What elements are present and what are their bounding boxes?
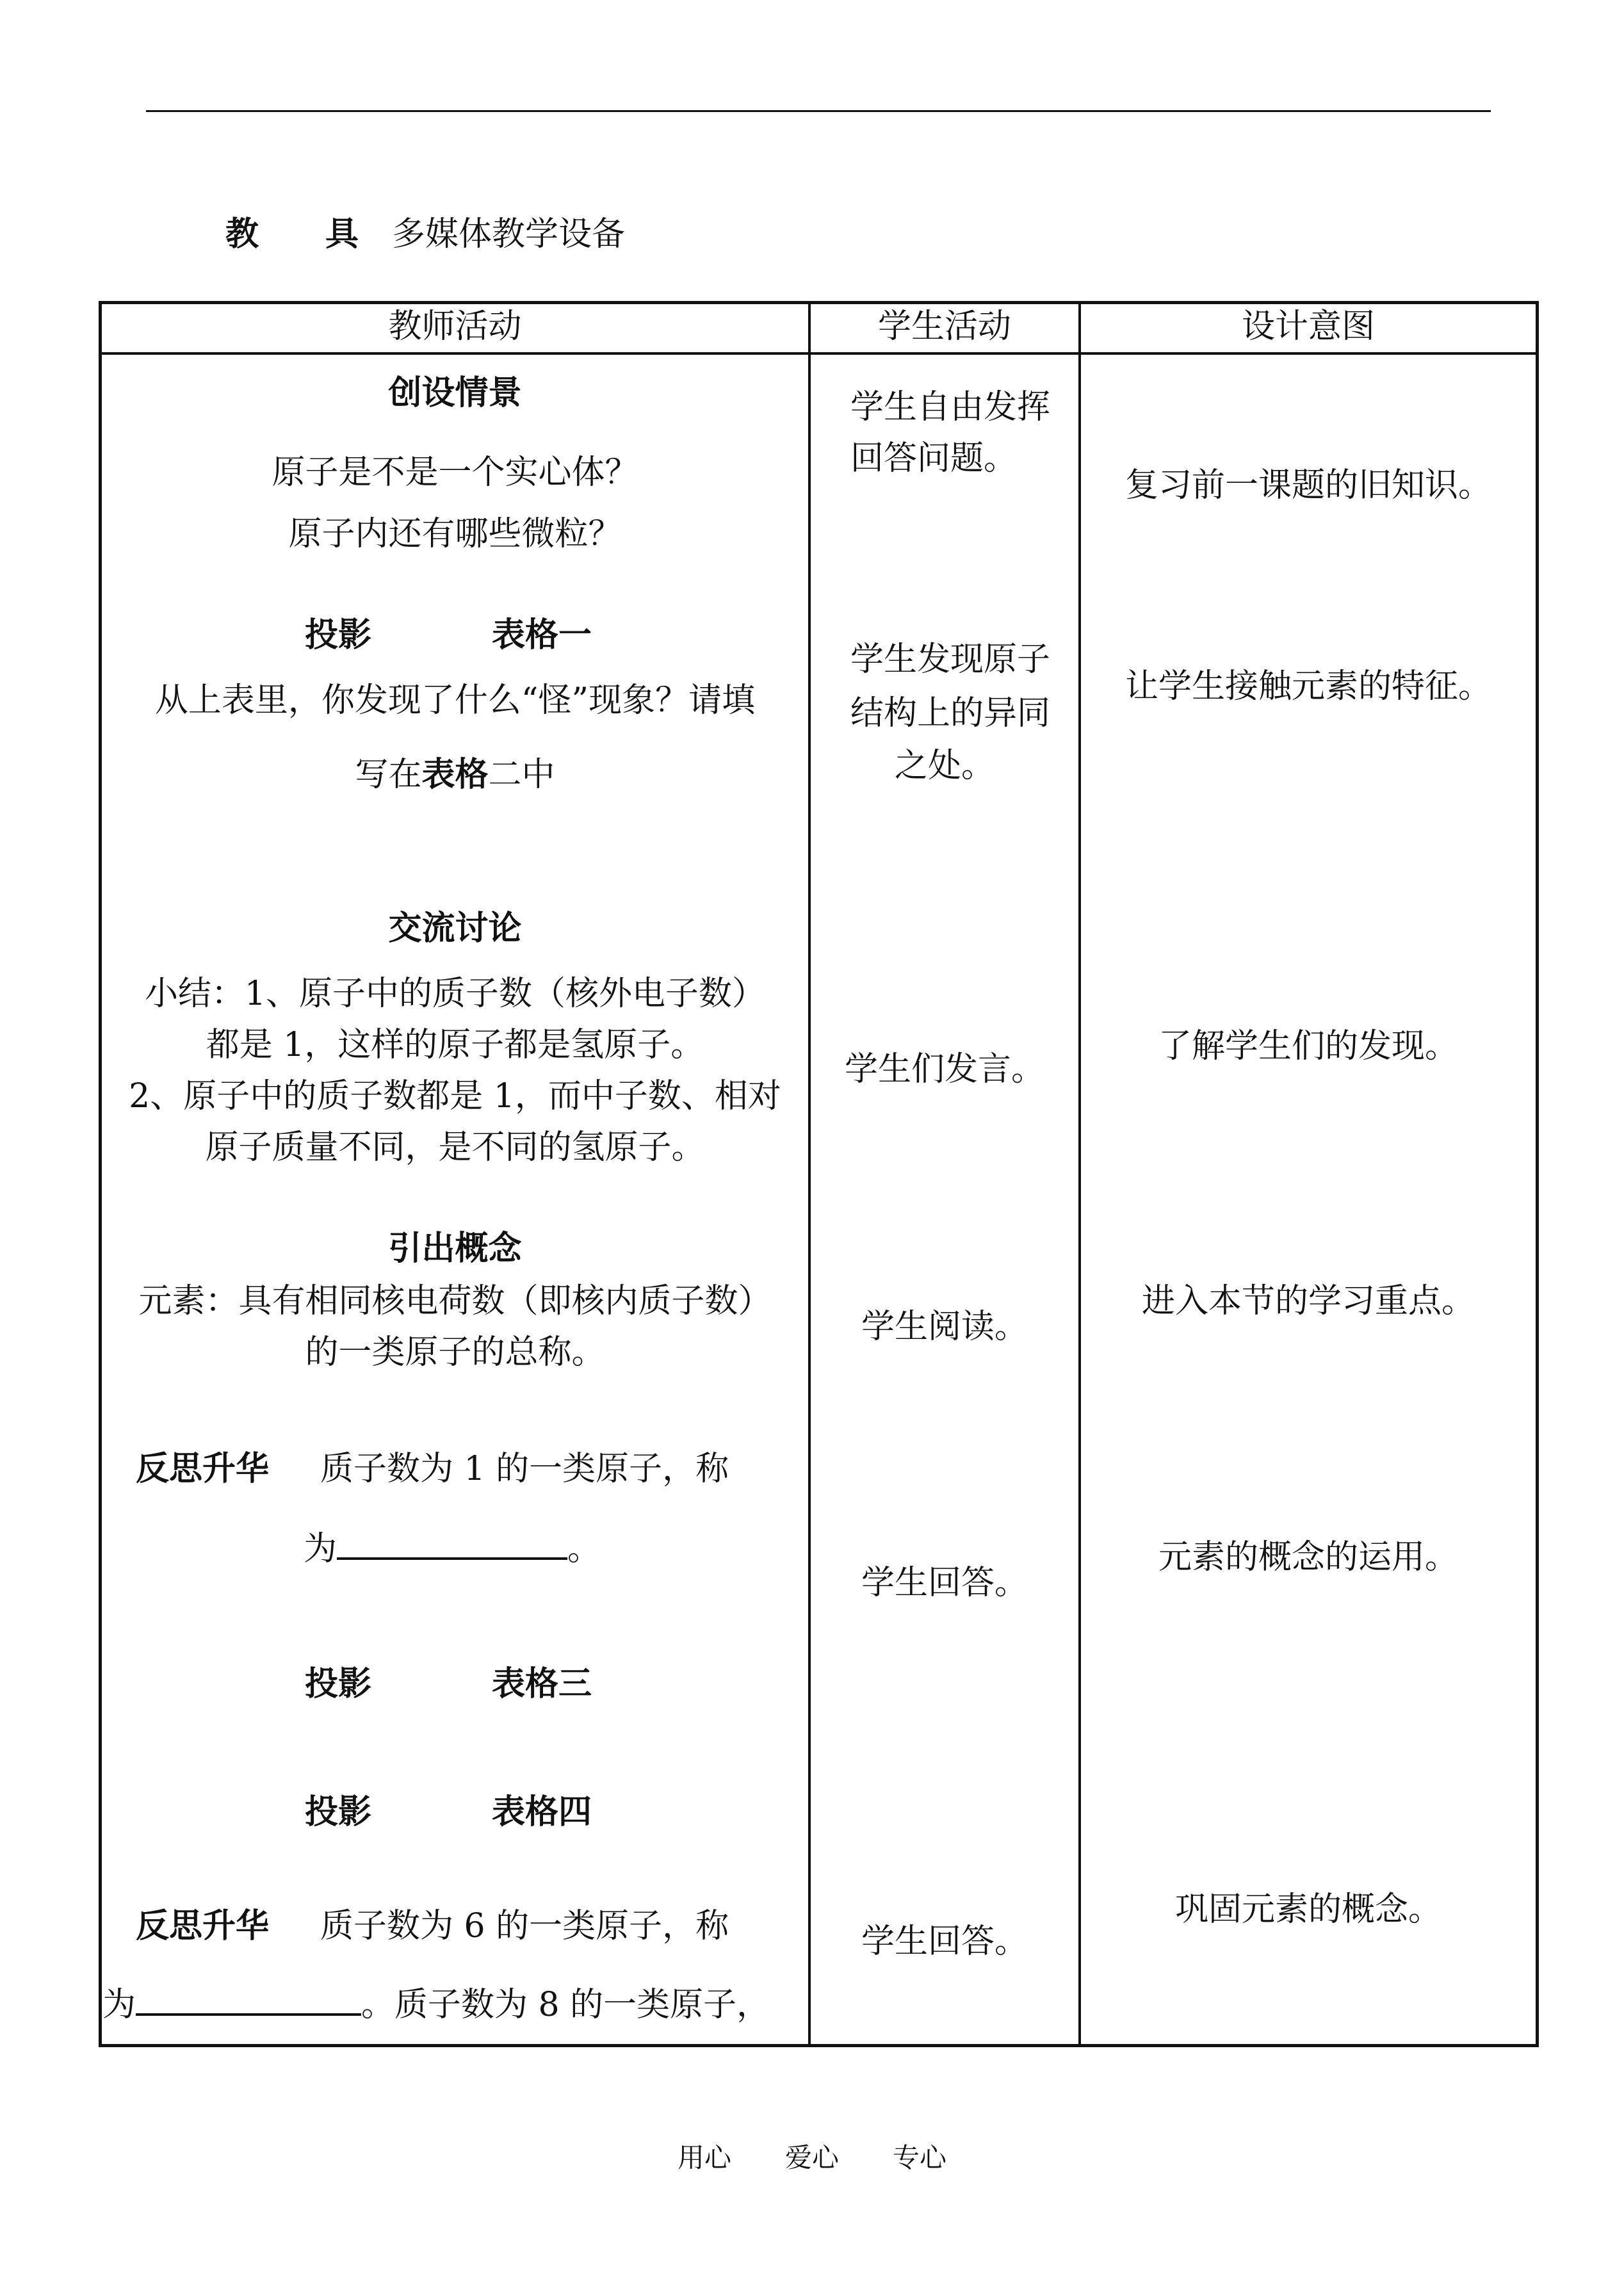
teacher-text: 小结：1、原子中的质子数（核外电子数） — [144, 975, 766, 1013]
section-title-scenario: 创设情景 — [388, 373, 522, 412]
teacher-text: 为 — [304, 1530, 337, 1568]
intent-text: 元素的概念的运用。 — [1158, 1538, 1458, 1577]
teacher-text: 质子数为 1 的一类原子，称 — [320, 1450, 729, 1488]
intent-text: 复习前一课题的旧知识。 — [1125, 466, 1491, 505]
intent-text: 进入本节的学习重点。 — [1141, 1282, 1475, 1320]
teacher-text: 原子内还有哪些微粒？ — [288, 515, 622, 553]
page-footer: 用心 爱心 专心 — [677, 2142, 946, 2173]
projection-label: 投影 — [305, 615, 372, 654]
table-border-left — [99, 301, 102, 2047]
teacher-text: 写在 — [355, 756, 422, 794]
section-title-discussion: 交流讨论 — [388, 909, 522, 948]
table-ref-3: 表格三 — [492, 1664, 592, 1703]
table-ref-1: 表格一 — [492, 615, 592, 654]
fill-blank-line-2 — [102, 1983, 770, 2025]
student-text: 结构上的异同 — [850, 694, 1051, 733]
teacher-text: 元素：具有相同核电荷数（即核内质子数） — [138, 1282, 772, 1320]
student-text: 之处。 — [894, 747, 995, 785]
projection-label: 投影 — [305, 1664, 372, 1703]
student-text: 学生发现原子 — [850, 640, 1051, 679]
teacher-text: 质子数为 6 的一类原子，称 — [320, 1907, 729, 1945]
student-text: 学生回答。 — [861, 1922, 1028, 1961]
fill-blank-line-1 — [304, 1527, 601, 1569]
teacher-text: 的一类原子的总称。 — [305, 1333, 605, 1372]
teaching-tools-value: 多媒体教学设备 — [392, 215, 626, 254]
teacher-text-fill-table2 — [102, 754, 808, 795]
header-rule — [146, 110, 1491, 112]
table-divider-2 — [1078, 301, 1081, 2047]
table-header-rule — [99, 352, 1538, 355]
teacher-text: 原子是不是一个实心体？ — [272, 453, 638, 492]
teaching-tools-label: 教 具 — [225, 215, 359, 254]
teacher-text: 2、原子中的质子数都是 1，而中子数、相对 — [129, 1077, 781, 1115]
answer-blank[interactable] — [136, 1983, 361, 2016]
teacher-text: 从上表里，你发现了什么“怪”现象？请填 — [154, 681, 756, 720]
teacher-text: 原子质量不同，是不同的氢原子。 — [205, 1128, 705, 1167]
student-text: 回答问题。 — [850, 439, 1018, 478]
teacher-text: 。 — [567, 1530, 601, 1568]
student-text: 学生回答。 — [861, 1564, 1028, 1602]
table-border-top — [99, 301, 1538, 304]
teacher-text: 。质子数为 8 的一类原子， — [361, 1986, 770, 2024]
table-border-bottom — [99, 2044, 1538, 2047]
intent-text: 让学生接触元素的特征。 — [1125, 667, 1491, 706]
student-text: 学生自由发挥 — [850, 388, 1051, 426]
intent-text: 了解学生们的发现。 — [1158, 1027, 1458, 1066]
teacher-text: 二中 — [488, 756, 555, 794]
table-ref-2: 表格 — [421, 755, 489, 794]
table-divider-1 — [808, 301, 811, 2047]
header-student-activity: 学生活动 — [877, 307, 1011, 346]
table-ref-4: 表格四 — [492, 1792, 592, 1831]
projection-label: 投影 — [305, 1792, 372, 1831]
header-teacher-activity: 教师活动 — [388, 307, 522, 346]
header-design-intent: 设计意图 — [1241, 307, 1375, 346]
teacher-text: 为 — [102, 1986, 136, 2024]
section-title-reflection: 反思升华 — [136, 1906, 270, 1945]
answer-blank[interactable] — [337, 1527, 567, 1560]
teacher-text: 都是 1，这样的原子都是氢原子。 — [206, 1026, 704, 1064]
intent-text: 巩固元素的概念。 — [1174, 1890, 1441, 1929]
student-text: 学生们发言。 — [844, 1050, 1044, 1089]
section-title-reflection: 反思升华 — [136, 1449, 270, 1488]
student-text: 学生阅读。 — [861, 1308, 1028, 1346]
section-title-concept: 引出概念 — [388, 1229, 522, 1268]
table-border-right — [1536, 301, 1539, 2047]
